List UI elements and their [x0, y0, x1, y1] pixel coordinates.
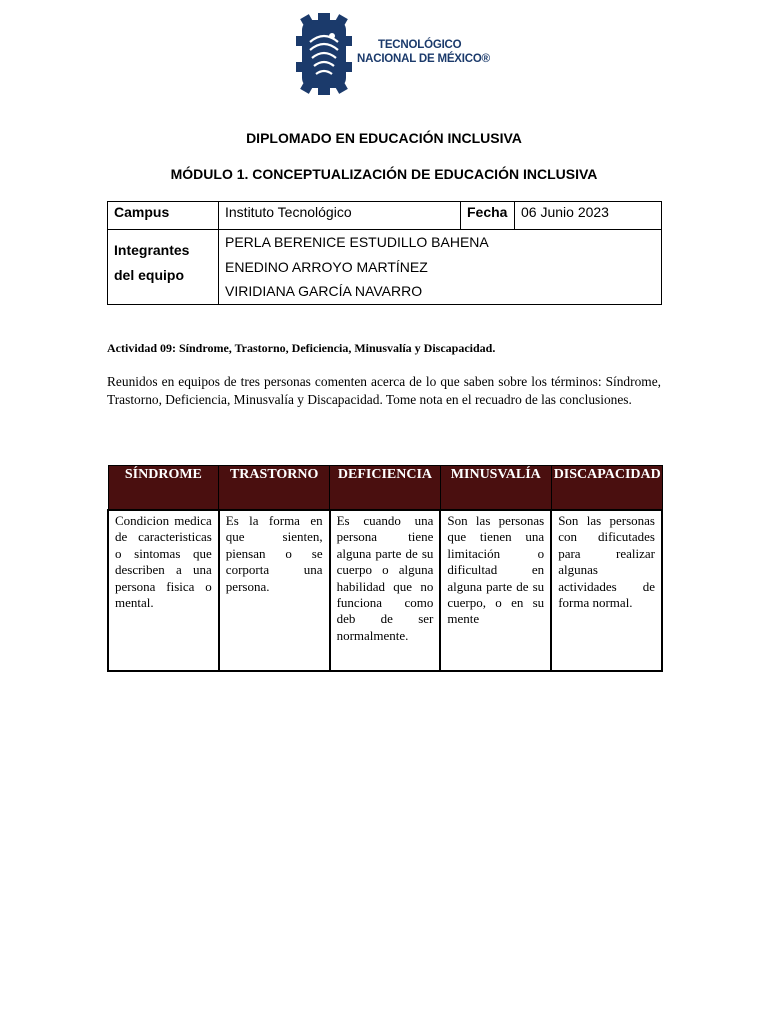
cell-minusvalia: Son las personas que tienen una limitación o dificultad en alguna parte de su cuerpo, o en su mente — [440, 510, 551, 671]
logo-line-2: NACIONAL DE MÉXICO® — [357, 53, 490, 65]
cell-discapacidad: Son las personas con dificutades para realizar algunas actividades de forma normal. — [551, 510, 662, 671]
team-member: PERLA BERENICE ESTUDILLO BAHENA — [225, 234, 489, 250]
team-member: ENEDINO ARROYO MARTÍNEZ — [225, 258, 428, 275]
cell-sindrome: Condicion medica de caracteristicas o sintomas que describen a una persona fisica o mental. — [108, 510, 219, 671]
gear-eagle-emblem-icon — [296, 12, 354, 96]
date-label: Fecha — [461, 202, 515, 230]
date-value: 06 Junio 2023 — [515, 202, 662, 230]
campus-label: Campus — [108, 202, 219, 230]
campus-value: Instituto Tecnológico — [219, 202, 461, 230]
team-member: VIRIDIANA GARCÍA NAVARRO — [225, 283, 423, 299]
campus-row — [108, 202, 662, 230]
terms-table — [107, 465, 663, 672]
team-label — [108, 230, 219, 305]
tecnm-logo — [296, 12, 490, 96]
header-trastorno: TRASTORNO — [219, 466, 330, 511]
header-deficiencia: DEFICIENCIA — [330, 466, 441, 511]
team-label-line-2: del equipo — [114, 267, 184, 283]
header-discapacidad: DISCAPACIDAD — [551, 466, 662, 511]
team-members — [219, 230, 662, 305]
module-title: MÓDULO 1. CONCEPTUALIZACIÓN DE EDUCACIÓN INCLUSIVA — [170, 166, 598, 182]
team-row — [108, 230, 662, 305]
logo-line-1: TECNOLÓGICO — [378, 39, 462, 51]
cell-deficiencia: Es cuando una persona tiene alguna parte de su cuerpo o alguna habilidad que no funciona como deb de ser normalmente. — [330, 510, 441, 671]
team-label-line-1: Integrantes — [114, 242, 190, 258]
document-title: DIPLOMADO EN EDUCACIÓN INCLUSIVA — [246, 130, 522, 146]
activity-title: Actividad 09: Síndrome, Trastorno, Deficiencia, Minusvalía y Discapacidad. — [107, 341, 496, 355]
terms-header-row — [108, 466, 662, 511]
terms-content-row — [108, 510, 662, 671]
cell-trastorno: Es la forma en que sienten, piensan o se corporta una persona. — [219, 510, 330, 671]
header-sindrome: SÍNDROME — [108, 466, 219, 511]
header-minusvalia: MINUSVALÍA — [440, 466, 551, 511]
activity-instructions: Reunidos en equipos de tres personas comenten acerca de lo que saben sobre los términos: Síndrome, Trastorno, Deficiencia, Minusvalía y Discapacidad. Tome nota en el recuadro de las conclusiones. — [107, 374, 661, 407]
info-table — [107, 201, 662, 305]
